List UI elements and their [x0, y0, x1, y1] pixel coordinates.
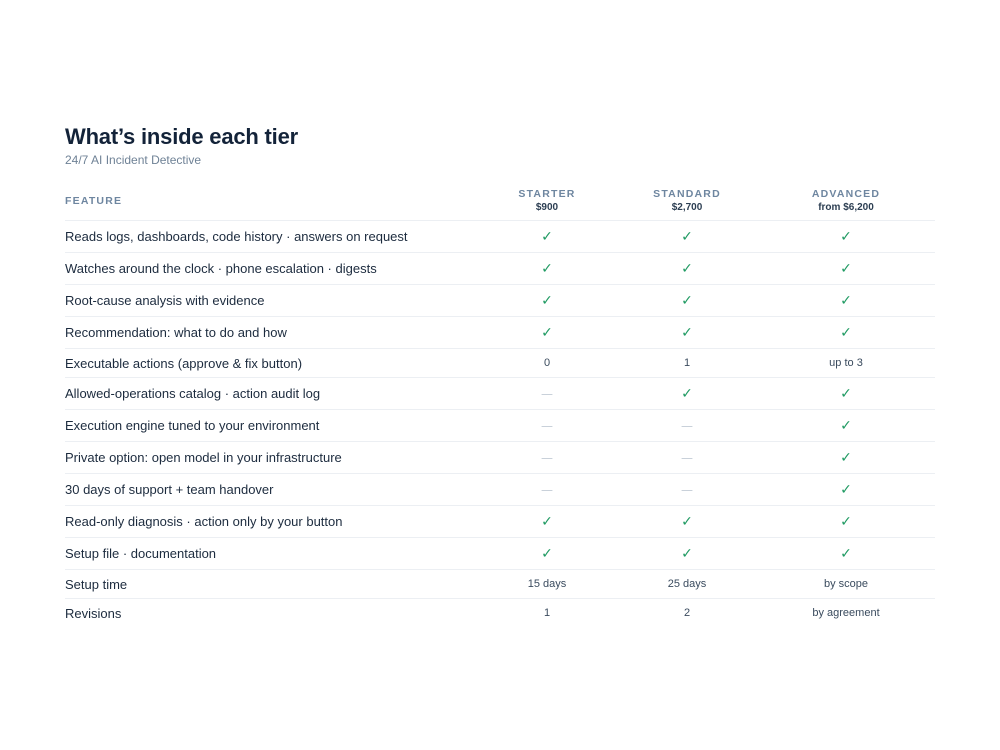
tier-price: $900	[535, 202, 559, 213]
tier-name: STARTER	[518, 188, 576, 200]
check-icon: ✓	[681, 324, 693, 341]
tier-cell	[477, 474, 617, 506]
tier-cell	[757, 474, 935, 506]
table-row	[65, 599, 935, 628]
check-icon: ✓	[681, 513, 693, 530]
table-row	[65, 506, 935, 538]
feature-label: Root-cause analysis with evidence	[65, 285, 477, 317]
tier-cell	[617, 506, 757, 538]
table-header-row	[65, 182, 935, 221]
page-title: What’s inside each tier	[65, 124, 298, 149]
check-icon: ✓	[541, 228, 553, 245]
tier-price: from $6,200	[818, 202, 874, 213]
check-icon: ✓	[840, 449, 852, 466]
tier-value: by scope	[757, 570, 935, 599]
feature-label: Watches around the clock · phone escalation · digests	[65, 253, 477, 285]
feature-label: Reads logs, dashboards, code history · answers on request	[65, 221, 477, 253]
table-row	[65, 570, 935, 599]
tier-cell	[617, 410, 757, 442]
tier-cell	[617, 442, 757, 474]
check-icon: ✓	[840, 324, 852, 341]
tier-cell	[757, 410, 935, 442]
table-row	[65, 253, 935, 285]
table-row	[65, 221, 935, 253]
check-icon: ✓	[681, 292, 693, 309]
dash-icon: —	[541, 386, 553, 401]
tier-price: $2,700	[671, 202, 703, 213]
table-row	[65, 285, 935, 317]
dash-icon: —	[681, 482, 693, 497]
tier-cell	[477, 317, 617, 349]
tier-cell	[477, 378, 617, 410]
dash-icon: —	[541, 418, 553, 433]
tier-cell	[757, 285, 935, 317]
tier-header-starter	[477, 182, 617, 221]
tier-comparison	[65, 122, 935, 627]
check-icon: ✓	[541, 545, 553, 562]
tier-value: up to 3	[757, 349, 935, 378]
dash-icon: —	[681, 450, 693, 465]
tier-header-advanced	[757, 182, 935, 221]
feature-label: 30 days of support + team handover	[65, 474, 477, 506]
check-icon: ✓	[541, 292, 553, 309]
check-icon: ✓	[681, 228, 693, 245]
tier-value: by agreement	[812, 607, 880, 619]
feature-label: Execution engine tuned to your environment	[65, 410, 477, 442]
check-icon: ✓	[840, 481, 852, 498]
feature-label: Allowed-operations catalog · action audit log	[65, 378, 477, 410]
tier-cell	[757, 221, 935, 253]
check-icon: ✓	[541, 513, 553, 530]
tier-value: 15 days	[477, 570, 617, 599]
tier-cell	[477, 410, 617, 442]
tier-value: 1	[543, 607, 551, 619]
check-icon: ✓	[541, 324, 553, 341]
feature-label: Setup file · documentation	[65, 538, 477, 570]
tier-cell	[617, 378, 757, 410]
feature-label: Read-only diagnosis · action only by your button	[65, 506, 477, 538]
tier-value: 25 days	[617, 570, 757, 599]
dash-icon: —	[541, 482, 553, 497]
feature-label: Revisions	[65, 605, 122, 621]
feature-label: Private option: open model in your infrastructure	[65, 442, 477, 474]
check-icon: ✓	[840, 545, 852, 562]
tier-cell	[477, 442, 617, 474]
page-subtitle: 24/7 AI Incident Detective	[65, 153, 202, 167]
tier-cell	[617, 538, 757, 570]
tier-cell	[757, 253, 935, 285]
check-icon: ✓	[840, 292, 852, 309]
tier-cell	[477, 221, 617, 253]
tier-name: STANDARD	[653, 188, 721, 200]
feature-label: Setup time	[65, 570, 477, 599]
check-icon: ✓	[840, 417, 852, 434]
feature-column-header: FEATURE	[65, 182, 477, 221]
check-icon: ✓	[541, 260, 553, 277]
check-icon: ✓	[840, 260, 852, 277]
tier-name: ADVANCED	[811, 188, 881, 200]
table-row	[65, 442, 935, 474]
table-body	[65, 221, 935, 628]
feature-label: Recommendation: what to do and how	[65, 317, 477, 349]
check-icon: ✓	[840, 513, 852, 530]
table-row	[65, 349, 935, 378]
tier-value: 0	[477, 349, 617, 378]
tier-cell	[617, 317, 757, 349]
check-icon: ✓	[681, 260, 693, 277]
tier-cell	[477, 506, 617, 538]
feature-label: Executable actions (approve & fix button)	[65, 349, 477, 378]
tier-cell	[477, 285, 617, 317]
table-row	[65, 317, 935, 349]
dash-icon: —	[541, 450, 553, 465]
check-icon: ✓	[681, 385, 693, 402]
feature-comparison-table	[65, 182, 935, 627]
tier-cell	[477, 253, 617, 285]
tier-cell	[617, 253, 757, 285]
check-icon: ✓	[840, 385, 852, 402]
check-icon: ✓	[840, 228, 852, 245]
dash-icon: —	[681, 418, 693, 433]
tier-cell	[757, 538, 935, 570]
tier-cell	[617, 474, 757, 506]
table-row	[65, 538, 935, 570]
tier-value: 1	[617, 349, 757, 378]
tier-cell	[477, 538, 617, 570]
tier-cell	[617, 285, 757, 317]
table-row	[65, 378, 935, 410]
tier-header-standard	[617, 182, 757, 221]
tier-cell	[757, 442, 935, 474]
table-row	[65, 474, 935, 506]
tier-value: 2	[683, 607, 691, 619]
tier-cell	[757, 317, 935, 349]
check-icon: ✓	[681, 545, 693, 562]
table-row	[65, 410, 935, 442]
tier-cell	[757, 378, 935, 410]
tier-cell	[617, 221, 757, 253]
tier-cell	[757, 506, 935, 538]
